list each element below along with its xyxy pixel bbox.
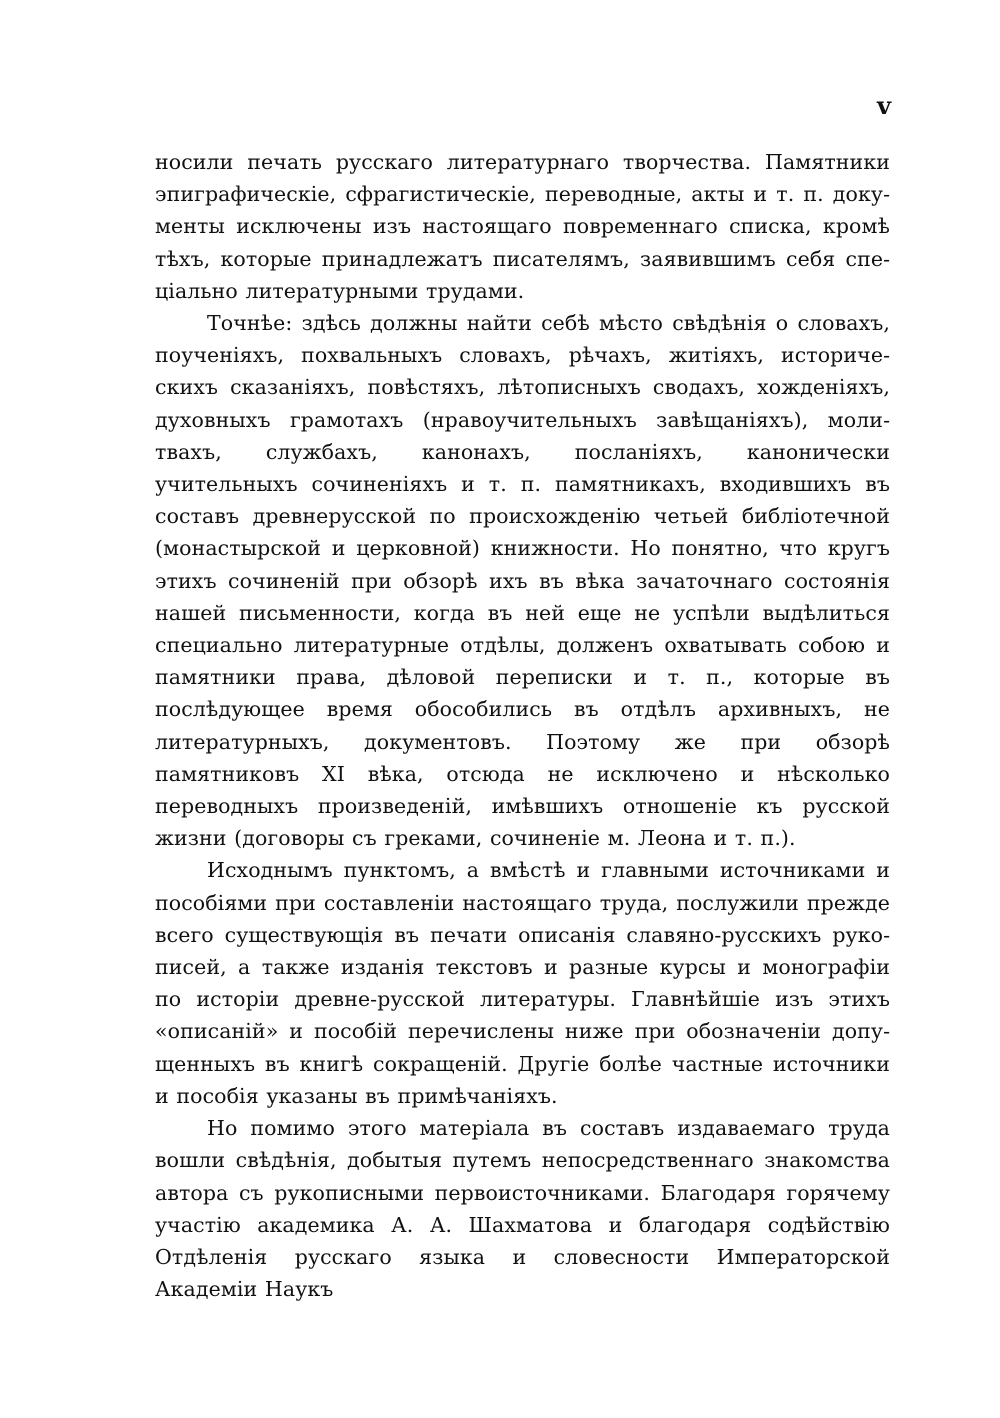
paragraph-2: Точнѣе: здѣсь должны найти себѣ мѣсто свѣдѣнія о словахъ, поученіяхъ, похвальныхъ словахъ, рѣчахъ, житіяхъ, историческихъ сказаніяхъ, повѣстяхъ, лѣтописныхъ сводахъ, хожденіяхъ, духовныхъ грамотахъ (нравоучительныхъ завѣщаніяхъ), молитвахъ, службахъ, канонахъ, посланіяхъ, канонически учительныхъ сочиненіяхъ и т. п. памятникахъ, входившихъ въ составъ древнерусской по происхожденію четьей библіотечной (монастырской и церковной) книжности. Но понятно, что кругъ этихъ сочиненій при обзорѣ ихъ въ вѣка зачаточнаго состоянія нашей письменности, когда въ ней еще не успѣли выдѣлиться специально литературные отдѣлы, долженъ охватывать собою и памятники права, дѣловой переписки и т. п., которые въ послѣдующее время обособились въ отдѣлъ архивныхъ, не литературныхъ, документовъ. Поэтому же при обзорѣ памятниковъ XI вѣка, отсюда не исключено и нѣсколько переводныхъ произведеній, имѣвшихъ отношеніе къ русской жизни (договоры съ греками, сочиненіе м. Леона и т. п.). [155,311,890,851]
paragraph-1: носили печать русскаго литературнаго творчества. Памятники эпиграфическіе, сфрагистическіе, переводные, акты и т. п. документы исключены изъ настоящаго повременнаго списка, кромѣ тѣхъ, которые принадлежатъ писателямъ, заявившимъ себя спеціально литературными трудами. [155,150,890,303]
paragraph-4: Но помимо этого матеріала въ составъ издаваемаго труда вошли свѣдѣнія, добытыя путемъ непосредственнаго знакомства автора съ рукописными первоисточниками. Благодаря горячему участію академика А. А. Шахматова и благодаря содѣйствію Отдѣленія русскаго языка и словесности Императорской Академіи Наукъ [155,1116,890,1302]
page-number: v [877,91,891,120]
body-text [155,146,890,1305]
paragraph-3: Исходнымъ пунктомъ, а вмѣстѣ и главными источниками и пособіями при составленіи настоящаго труда, послужили прежде всего существующія въ печати описанія славяно-русскихъ рукописей, а также изданія текстовъ и разные курсы и монографіи по исторіи древне-русской литературы. Главнѣйшіе изъ этихъ «описаній» и пособій перечислены ниже при обозначеніи допущенныхъ въ книгѣ сокращеній. Другіе болѣе частные источники и пособія указаны въ примѣчаніяхъ. [155,858,890,1108]
